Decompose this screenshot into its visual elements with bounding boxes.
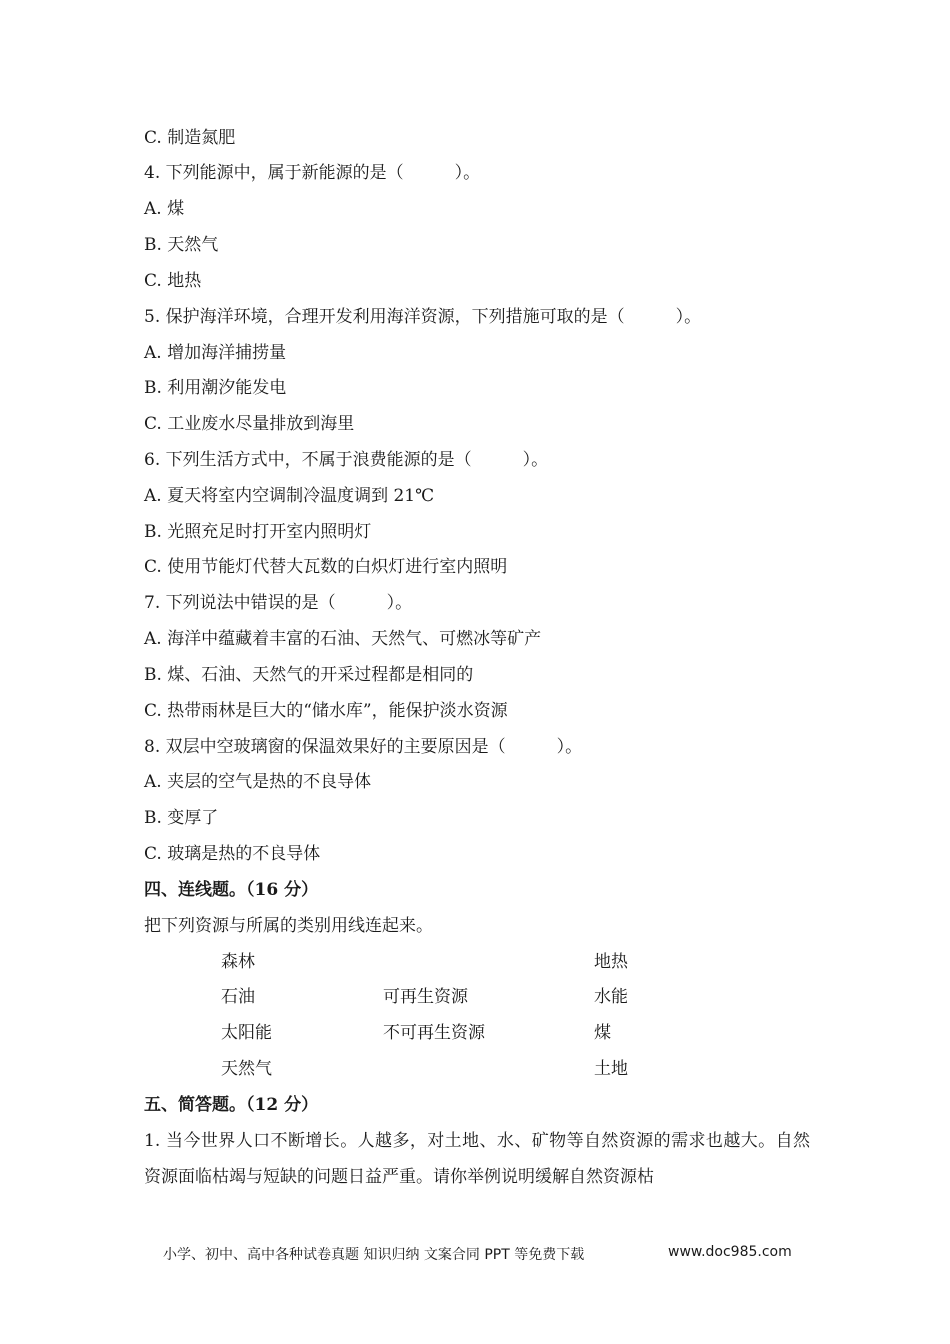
q8-option-a: A. 夹层的空气是热的不良导体 [144, 772, 372, 792]
match-left-item: 太阳能 [221, 1023, 272, 1043]
q6-option-a: A. 夏天将室内空调制冷温度调到 21℃ [144, 486, 435, 506]
q4-option-b: B. 天然气 [144, 235, 219, 255]
section4-heading: 四、连线题。（16 分） [144, 880, 319, 900]
match-category: 不可再生资源 [383, 1023, 485, 1043]
match-right-item: 地热 [594, 952, 628, 972]
q7-option-b: B. 煤、石油、天然气的开采过程都是相同的 [144, 665, 474, 685]
section5-heading: 五、简答题。（12 分） [144, 1095, 319, 1115]
match-left-item: 天然气 [221, 1059, 272, 1079]
q5-question: 5. 保护海洋环境，合理开发利用海洋资源，下列措施可取的是（ ）。 [144, 307, 702, 327]
q6-option-c: C. 使用节能灯代替大瓦数的白炽灯进行室内照明 [144, 557, 508, 577]
q4-question: 4. 下列能源中，属于新能源的是（ ）。 [144, 163, 481, 183]
q8-option-c: C. 玻璃是热的不良导体 [144, 844, 321, 864]
q5-option-c: C. 工业废水尽量排放到海里 [144, 414, 355, 434]
match-left-item: 森林 [221, 952, 255, 972]
match-category: 可再生资源 [383, 987, 468, 1007]
q6-question: 6. 下列生活方式中，不属于浪费能源的是（ ）。 [144, 450, 549, 470]
footer-text: 小学、初中、高中各种试卷真题 知识归纳 文案合同 PPT 等免费下载 [163, 1247, 585, 1263]
q4-option-c: C. 地热 [144, 271, 202, 291]
match-right-item: 土地 [594, 1059, 628, 1079]
q7-question: 7. 下列说法中错误的是（ ）。 [144, 593, 413, 613]
match-right-item: 煤 [594, 1023, 611, 1043]
q4-option-a: A. 煤 [144, 199, 185, 219]
section4-instruction: 把下列资源与所属的类别用线连起来。 [144, 916, 433, 936]
match-left-item: 石油 [221, 987, 255, 1007]
q8-option-b: B. 变厚了 [144, 808, 219, 828]
q5-option-a: A. 增加海洋捕捞量 [144, 343, 287, 363]
q7-option-c: C. 热带雨林是巨大的“储水库”，能保护淡水资源 [144, 701, 508, 721]
section5-q1: 1. 当今世界人口不断增长。人越多，对土地、水、矿物等自然资源的需求也越大。自然资源面临枯竭与短缺的问题日益严重。请你举例说明缓解自然资源枯 [144, 1131, 810, 1187]
q6-option-b: B. 光照充足时打开室内照明灯 [144, 522, 372, 542]
q5-option-b: B. 利用潮汐能发电 [144, 378, 287, 398]
q8-question: 8. 双层中空玻璃窗的保温效果好的主要原因是（ ）。 [144, 737, 583, 757]
q3-option-c: C. 制造氮肥 [144, 128, 236, 148]
match-right-item: 水能 [594, 987, 628, 1007]
footer-url[interactable]: www.doc985.com [668, 1244, 792, 1260]
q7-option-a: A. 海洋中蕴藏着丰富的石油、天然气、可燃冰等矿产 [144, 629, 542, 649]
